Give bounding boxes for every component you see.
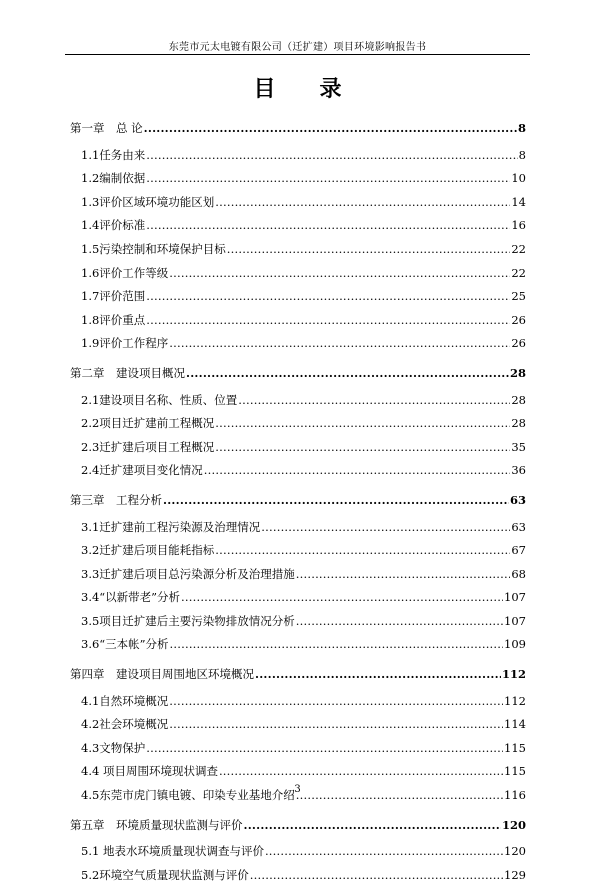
toc-section-entry[interactable] xyxy=(70,613,526,637)
toc-entry-label: 2.2项目迁扩建前工程概况 xyxy=(81,416,215,431)
toc-entry-page: 28 xyxy=(511,416,526,431)
toc-entry-page: 120 xyxy=(504,844,526,859)
toc-section-entry[interactable] xyxy=(70,265,526,289)
toc-entry-label: 1.9评价工作程序 xyxy=(81,336,169,351)
toc-entry-page: 10 xyxy=(511,171,526,186)
toc-dot-leader xyxy=(181,590,503,604)
header-rule xyxy=(65,54,530,55)
toc-section-entry[interactable] xyxy=(70,288,526,312)
toc-dot-leader xyxy=(296,614,503,628)
toc-entry-page: 112 xyxy=(504,693,526,708)
toc-dot-leader xyxy=(219,764,503,778)
toc-entry-label: 1.5污染控制和环境保护目标 xyxy=(81,241,226,256)
toc-entry-label: 2.4迁扩建项目变化情况 xyxy=(81,463,203,478)
toc-section-entry[interactable] xyxy=(70,843,526,867)
toc-dot-leader xyxy=(146,313,510,327)
toc-entry-label: 1.4评价标准 xyxy=(81,218,146,233)
toc-section-entry[interactable] xyxy=(70,312,526,336)
toc-entry-page: 35 xyxy=(511,439,526,454)
toc-section-entry[interactable] xyxy=(70,392,526,416)
toc-dot-leader xyxy=(215,195,510,209)
toc-chapter-entry[interactable] xyxy=(70,365,526,389)
toc-entry-page: 67 xyxy=(511,543,526,558)
toc-entry-page: 26 xyxy=(511,336,526,351)
toc-dot-leader xyxy=(215,416,510,430)
toc-dot-leader xyxy=(261,520,510,534)
page-number: 3 xyxy=(294,784,301,795)
toc-entry-page: 22 xyxy=(511,241,526,256)
toc-entry-label: 第四章 建设项目周围地区环境概况 xyxy=(70,667,254,682)
toc-entry-page: 68 xyxy=(511,566,526,581)
toc-entry-page: 26 xyxy=(511,312,526,327)
toc-section-entry[interactable] xyxy=(70,867,526,890)
toc-entry-label: 4.1自然环境概况 xyxy=(81,693,169,708)
toc-entry-page: 115 xyxy=(504,764,526,779)
toc-dot-leader xyxy=(238,393,510,407)
toc-entry-page: 114 xyxy=(504,717,526,732)
toc-section-entry[interactable] xyxy=(70,740,526,764)
toc-entry-label: 5.2环境空气质量现状监测与评价 xyxy=(81,867,249,882)
title-char-right: 录 xyxy=(319,76,342,102)
toc-dot-leader xyxy=(215,440,510,454)
table-of-contents xyxy=(70,120,526,890)
toc-dot-leader xyxy=(163,493,509,507)
toc-entry-label: 4.2社会环境概况 xyxy=(81,717,169,732)
toc-entry-page: 115 xyxy=(504,740,526,755)
toc-chapter-entry[interactable] xyxy=(70,120,526,144)
toc-entry-label: 第二章 建设项目概况 xyxy=(70,365,185,380)
title-char-left: 目 xyxy=(253,76,276,102)
toc-entry-label: 4.3文物保护 xyxy=(81,740,146,755)
toc-entry-label: 3.5项目迁扩建后主要污染物排放情况分析 xyxy=(81,613,295,628)
toc-section-entry[interactable] xyxy=(70,415,526,439)
toc-section-entry[interactable] xyxy=(70,170,526,194)
toc-dot-leader xyxy=(250,868,503,882)
toc-dot-leader xyxy=(169,717,503,731)
toc-entry-page: 16 xyxy=(511,218,526,233)
toc-dot-leader xyxy=(170,637,504,651)
toc-entry-label: 5.1 地表水环境质量现状调查与评价 xyxy=(81,844,264,859)
toc-entry-label: 3.1迁扩建前工程污染源及治理情况 xyxy=(81,519,261,534)
toc-entry-page: 28 xyxy=(509,365,526,380)
toc-section-entry[interactable] xyxy=(70,636,526,660)
toc-entry-page: 109 xyxy=(504,637,526,652)
toc-dot-leader xyxy=(296,567,511,581)
toc-entry-label: 4.4 项目周围环境现状调查 xyxy=(81,764,218,779)
toc-entry-label: 1.2编制依据 xyxy=(81,171,146,186)
toc-entry-label: 2.1建设项目名称、性质、位置 xyxy=(81,392,238,407)
toc-entry-page: 107 xyxy=(504,613,526,628)
toc-entry-label: 3.3迁扩建后项目总污染源分析及治理措施 xyxy=(81,566,295,581)
toc-section-entry[interactable] xyxy=(70,147,526,171)
toc-entry-page: 116 xyxy=(504,788,526,803)
toc-section-entry[interactable] xyxy=(70,335,526,359)
toc-entry-label: 2.3迁扩建后项目工程概况 xyxy=(81,439,215,454)
toc-entry-page: 22 xyxy=(511,265,526,280)
toc-dot-leader xyxy=(146,289,510,303)
page-header: 东莞市元太电镀有限公司（迁扩建）项目环境影响报告书 xyxy=(168,42,427,53)
toc-section-entry[interactable] xyxy=(70,439,526,463)
toc-dot-leader xyxy=(169,336,510,350)
toc-dot-leader xyxy=(146,171,510,185)
toc-section-entry[interactable] xyxy=(70,589,526,613)
toc-entry-page: 112 xyxy=(501,667,526,682)
toc-entry-label: 第三章 工程分析 xyxy=(70,492,162,507)
toc-section-entry[interactable] xyxy=(70,716,526,740)
toc-entry-label: 3.4“以新带老”分析 xyxy=(81,590,181,605)
toc-section-entry[interactable] xyxy=(70,217,526,241)
toc-section-entry[interactable] xyxy=(70,519,526,543)
toc-entry-label: 1.3评价区域环境功能区划 xyxy=(81,194,215,209)
toc-entry-label: 1.1任务由来 xyxy=(81,147,146,162)
toc-section-entry[interactable] xyxy=(70,693,526,717)
toc-dot-leader xyxy=(265,844,503,858)
toc-section-entry[interactable] xyxy=(70,566,526,590)
toc-dot-leader xyxy=(255,667,501,681)
toc-dot-leader xyxy=(215,543,510,557)
page-title xyxy=(0,72,595,103)
toc-dot-leader xyxy=(169,694,503,708)
toc-entry-page: 63 xyxy=(509,492,526,507)
toc-entry-label: 1.8评价重点 xyxy=(81,312,146,327)
toc-entry-page: 129 xyxy=(504,867,526,882)
toc-entry-label: 第一章 总 论 xyxy=(70,121,143,135)
toc-dot-leader xyxy=(204,463,511,477)
toc-entry-page: 36 xyxy=(511,463,526,478)
toc-entry-page: 28 xyxy=(511,392,526,407)
toc-entry-label: 1.7评价范围 xyxy=(81,289,146,304)
toc-entry-page: 14 xyxy=(511,194,526,209)
toc-entry-label: 1.6评价工作等级 xyxy=(81,265,169,280)
toc-dot-leader xyxy=(186,366,509,380)
toc-entry-page: 8 xyxy=(517,121,526,135)
toc-section-entry[interactable] xyxy=(70,194,526,218)
toc-dot-leader xyxy=(146,218,510,232)
toc-entry-page: 63 xyxy=(511,519,526,534)
toc-section-entry[interactable] xyxy=(70,462,526,486)
toc-entry-label: 第五章 环境质量现状监测与评价 xyxy=(70,817,243,832)
toc-dot-leader xyxy=(146,741,503,755)
toc-entry-label: 3.6“三本帐”分析 xyxy=(81,637,169,652)
toc-dot-leader xyxy=(244,818,501,832)
toc-dot-leader xyxy=(169,266,510,280)
toc-dot-leader xyxy=(144,121,517,135)
toc-chapter-entry[interactable] xyxy=(70,817,526,841)
toc-entry-label: 3.2迁扩建后项目能耗指标 xyxy=(81,543,215,558)
toc-entry-page: 25 xyxy=(511,289,526,304)
toc-entry-page: 120 xyxy=(501,817,526,832)
toc-chapter-entry[interactable] xyxy=(70,666,526,690)
toc-dot-leader xyxy=(227,242,511,256)
toc-entry-label: 4.5东莞市虎门镇电镀、印染专业基地介绍 xyxy=(81,788,295,803)
toc-entry-page: 8 xyxy=(518,147,526,162)
toc-dot-leader xyxy=(146,148,517,162)
toc-section-entry[interactable] xyxy=(70,542,526,566)
toc-chapter-entry[interactable] xyxy=(70,492,526,516)
toc-section-entry[interactable] xyxy=(70,241,526,265)
toc-entry-page: 107 xyxy=(504,590,526,605)
